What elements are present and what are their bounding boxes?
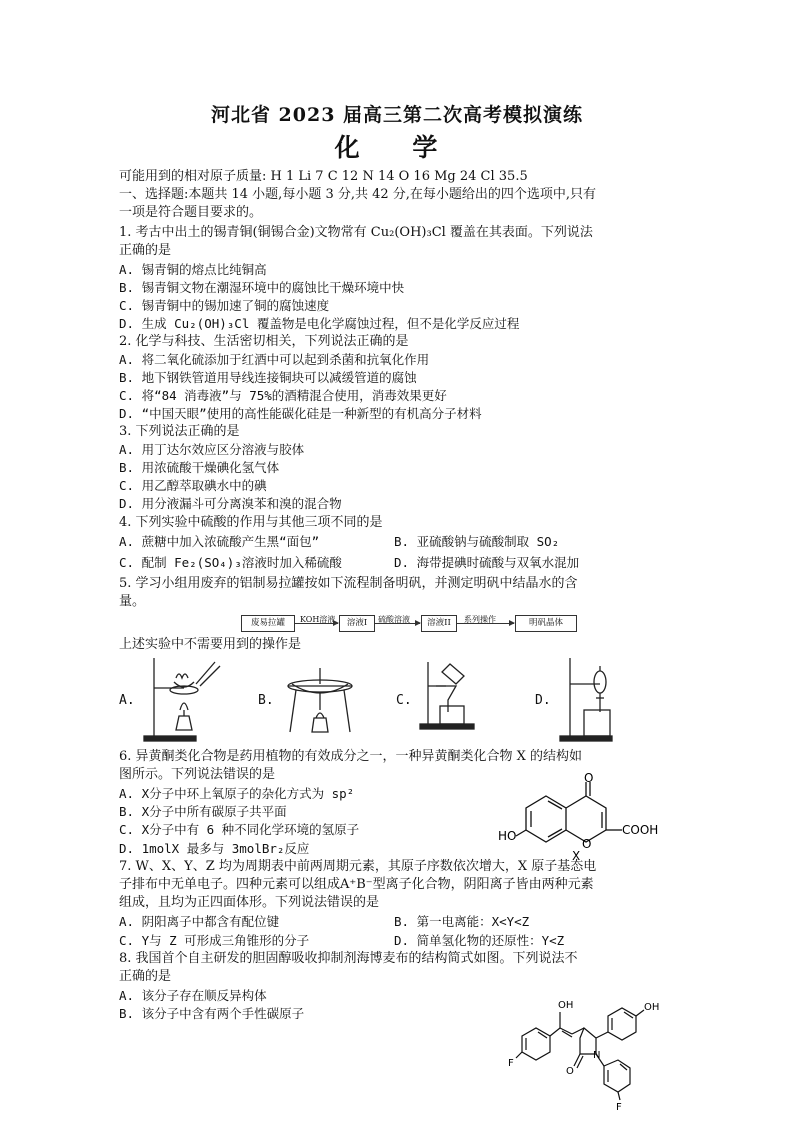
q7-stem: 7. W、X、Y、Z 均为周期表中前两周期元素，其原子序数依次增大，X 原子基态电 bbox=[119, 859, 597, 874]
atomic-masses: 可能用到的相对原子质量: H 1 Li 7 C 12 N 14 O 16 Mg 24 Cl 35.5 bbox=[119, 169, 528, 184]
q1-option-b: B. 锡青铜文物在潮湿环境中的腐蚀比干燥环境中快 bbox=[119, 280, 405, 295]
q5-stem: 5. 学习小组用废弃的铝制易拉罐按如下流程制备明矾，并测定明矾中结晶水的含 bbox=[119, 576, 578, 591]
apparatus-crucible-heating-icon bbox=[140, 652, 230, 744]
section-heading-2: 一项是符合题目要求的。 bbox=[119, 205, 263, 220]
section-heading-1: 一、选择题:本题共 14 小题,每小题 3 分,共 42 分,在每小题给出的四个选项中,只有 bbox=[119, 187, 597, 202]
q6-option-b: B. X分子中所有碳原子共平面 bbox=[119, 804, 287, 819]
subject-title: 化 学 bbox=[334, 133, 460, 162]
mol-hb-n: N bbox=[593, 1050, 601, 1061]
flow-label-ops: 系列操作 bbox=[464, 615, 496, 624]
q8-stem: 8. 我国首个自主研发的胆固醇吸收抑制剂海博麦布的结构简式如图。下列说法不 bbox=[119, 951, 578, 966]
exam-title: 河北省 2023 届高三第二次高考模拟演练 bbox=[210, 104, 584, 126]
q3-option-b: B. 用浓硫酸干燥碘化氢气体 bbox=[119, 460, 280, 475]
flow-box-solution-1: 溶液I bbox=[339, 615, 375, 632]
q8-option-a: A. 该分子存在顺反异构体 bbox=[119, 988, 267, 1003]
flow-box-alum: 明矾晶体 bbox=[515, 615, 577, 632]
q7-stem-cont: 子排布中无单电子。四种元素可以组成A⁺B⁻型离子化合物，阴阳离子皆由两种元素 bbox=[119, 877, 594, 892]
q5-option-b-label: B. bbox=[258, 693, 274, 708]
mol-x-label: X bbox=[572, 849, 581, 862]
q4-option-b: B. 亚硫酸钠与硫酸制取 SO₂ bbox=[394, 534, 560, 549]
flow-label-acid: 硫酸溶液 bbox=[378, 615, 410, 624]
mol-hb-f-bottom: F bbox=[616, 1102, 622, 1113]
q3-option-a: A. 用丁达尔效应区分溶液与胶体 bbox=[119, 442, 305, 457]
molecule-hybutimibe-structure bbox=[500, 992, 680, 1114]
flow-arrow-1 bbox=[294, 615, 338, 624]
mol-x-o-ring: O bbox=[582, 837, 592, 851]
mol-x-cooh: COOH bbox=[622, 823, 659, 837]
q2-stem: 2. 化学与科技、生活密切相关，下列说法正确的是 bbox=[119, 334, 409, 349]
q6-option-a: A. X分子中环上氧原子的杂化方式为 sp² bbox=[119, 786, 355, 801]
q2-option-a: A. 将二氧化硫添加于红酒中可以起到杀菌和抗氧化作用 bbox=[119, 352, 430, 367]
q6-stem: 6. 异黄酮类化合物是药用植物的有效成分之一，一种异黄酮类化合物 X 的结构如 bbox=[119, 749, 583, 764]
apparatus-separatory-funnel-icon bbox=[556, 652, 616, 744]
q7-stem-cont-2: 组成，且均为正四面体形。下列说法错误的是 bbox=[119, 895, 380, 910]
q4-stem: 4. 下列实验中硫酸的作用与其他三项不同的是 bbox=[119, 515, 383, 530]
q5-option-a-label: A. bbox=[119, 693, 135, 708]
q3-option-d: D. 用分液漏斗可分离溴苯和溴的混合物 bbox=[119, 496, 342, 511]
q5-option-d-label: D. bbox=[535, 693, 551, 708]
q6-option-d: D. 1molX 最多与 3molBr₂反应 bbox=[119, 841, 310, 856]
q5-question: 上述实验中不需要用到的操作是 bbox=[119, 637, 302, 652]
flow-box-cans: 废易拉罐 bbox=[241, 615, 295, 632]
apparatus-evaporation-icon bbox=[280, 660, 360, 740]
flow-arrow-3 bbox=[456, 615, 514, 624]
mol-x-ho: HO bbox=[498, 829, 517, 843]
q7-option-a: A. 阴阳离子中都含有配位键 bbox=[119, 914, 280, 929]
flow-label-koh: KOH溶液 bbox=[300, 615, 336, 624]
molecule-x-structure bbox=[498, 770, 670, 862]
q1-option-c: C. 锡青铜中的锡加速了铜的腐蚀速度 bbox=[119, 298, 330, 313]
q1-option-a: A. 锡青铜的熔点比纯铜高 bbox=[119, 262, 267, 277]
flow-arrow-2 bbox=[374, 615, 420, 624]
q1-stem-cont: 正确的是 bbox=[119, 243, 172, 258]
mol-hb-oh-phenol: OH bbox=[644, 1002, 660, 1013]
q6-stem-cont: 图所示。下列说法错误的是 bbox=[119, 767, 276, 782]
q1-option-d: D. 生成 Cu₂(OH)₃Cl 覆盖物是电化学腐蚀过程，但不是化学反应过程 bbox=[119, 316, 520, 331]
q4-option-c: C. 配制 Fe₂(SO₄)₃溶液时加入稀硫酸 bbox=[119, 555, 342, 570]
mol-x-o-carbonyl: O bbox=[584, 771, 594, 785]
flow-box-solution-2: 溶液II bbox=[421, 615, 457, 632]
q5-stem-cont: 量。 bbox=[119, 594, 146, 609]
q2-option-c: C. 将“84 消毒液”与 75%的酒精混合使用，消毒效果更好 bbox=[119, 388, 447, 403]
q3-stem: 3. 下列说法正确的是 bbox=[119, 424, 240, 439]
q1-stem: 1. 考古中出土的锡青铜(铜锡合金)文物常有 Cu₂(OH)₃Cl 覆盖在其表面。下列说法 bbox=[119, 225, 593, 240]
apparatus-filtration-icon bbox=[418, 656, 478, 732]
q2-option-d: D. “中国天眼”使用的高性能碳化硅是一种新型的有机高分子材料 bbox=[119, 406, 482, 421]
q3-option-c: C. 用乙醇萃取碘水中的碘 bbox=[119, 478, 267, 493]
q7-option-b: B. 第一电离能：X<Y<Z bbox=[394, 914, 530, 929]
q2-option-b: B. 地下钢铁管道用导线连接铜块可以减缓管道的腐蚀 bbox=[119, 370, 417, 385]
q8-stem-cont: 正确的是 bbox=[119, 969, 172, 984]
q8-option-b: B. 该分子中含有两个手性碳原子 bbox=[119, 1006, 305, 1021]
q7-option-d: D. 简单氢化物的还原性：Y<Z bbox=[394, 933, 565, 948]
mol-hb-f-left: F bbox=[508, 1058, 514, 1069]
q7-option-c: C. Y与 Z 可形成三角锥形的分子 bbox=[119, 933, 310, 948]
q5-option-c-label: C. bbox=[396, 693, 412, 708]
q4-option-d: D. 海带提碘时硫酸与双氧水混加 bbox=[394, 555, 580, 570]
q4-option-a: A. 蔗糖中加入浓硫酸产生黑“面包” bbox=[119, 534, 320, 549]
q6-option-c: C. X分子中有 6 种不同化学环境的氢原子 bbox=[119, 822, 360, 837]
mol-hb-oh-chain: OH bbox=[558, 1000, 574, 1011]
mol-hb-o-lactam: O bbox=[566, 1066, 574, 1077]
